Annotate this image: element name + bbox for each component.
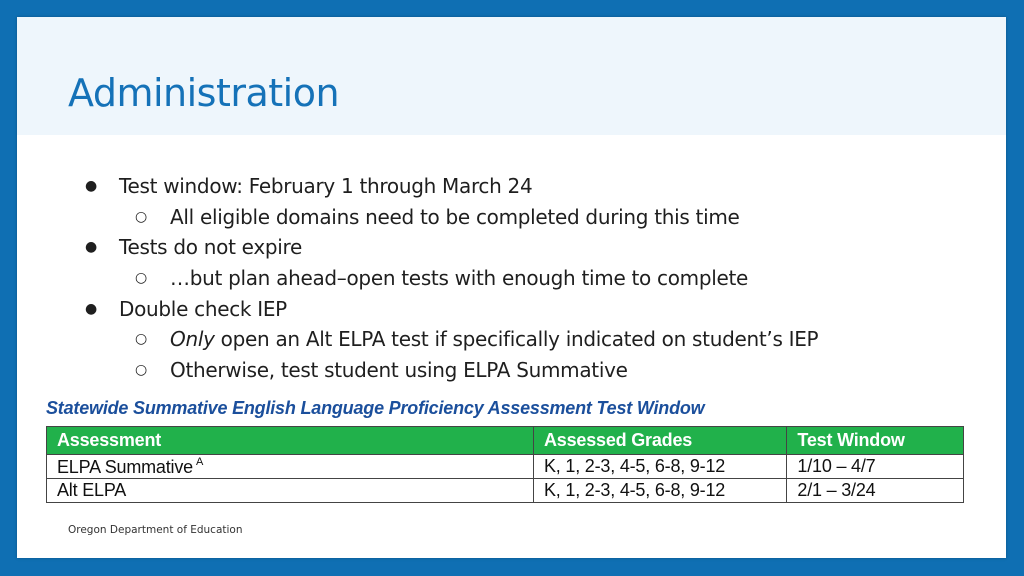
bullet-circle-icon: ○: [135, 270, 147, 287]
table-row: [47, 455, 964, 479]
bullet-circle-icon: ○: [135, 362, 147, 379]
bullet-item: [17, 294, 1006, 325]
bullet-dot-icon: ●: [85, 239, 97, 256]
table-caption: Statewide Summative English Language Proficiency Assessment Test Window: [46, 398, 705, 418]
sub-bullet-item: [17, 202, 1006, 233]
title-band: [17, 17, 1006, 135]
assessment-cell: [47, 455, 534, 479]
table-row: [47, 479, 964, 503]
assessment-name: Alt ELPA: [57, 480, 127, 500]
bullet-text: Double check IEP: [119, 296, 287, 321]
sub-bullet-item: [17, 263, 1006, 294]
grades-cell: K, 1, 2-3, 4-5, 6-8, 9-12: [533, 455, 786, 479]
sub-bullet-text: open an Alt ELPA test if specifically indicated on student’s IEP: [214, 327, 819, 352]
sub-bullet-text: …but plan ahead–open tests with enough time to complete: [170, 266, 749, 291]
bullet-text: Tests do not expire: [119, 235, 302, 260]
bullet-circle-icon: ○: [135, 208, 147, 225]
slide-title: Administration: [68, 71, 340, 115]
bullet-circle-icon: ○: [135, 331, 147, 348]
sub-bullet-text: All eligible domains need to be completed during this time: [170, 204, 740, 229]
bullet-dot-icon: ●: [85, 300, 97, 317]
column-header-grades: Assessed Grades: [533, 427, 786, 455]
bullet-list: [17, 171, 1006, 386]
assessment-name: ELPA Summative: [57, 456, 193, 477]
sub-bullet-item: [17, 324, 1006, 355]
bullet-item: [17, 171, 1006, 202]
slide: [17, 17, 1006, 558]
footnote-marker: A: [195, 455, 204, 468]
footer-text: Oregon Department of Education: [68, 524, 243, 536]
bullet-dot-icon: ●: [85, 178, 97, 194]
table-header-row: [47, 427, 964, 455]
window-cell: 2/1 – 3/24: [787, 479, 964, 503]
window-cell: 1/10 – 4/7: [787, 455, 964, 479]
bullet-item: [17, 232, 1006, 263]
grades-cell: K, 1, 2-3, 4-5, 6-8, 9-12: [533, 479, 786, 503]
test-window-table: [46, 426, 964, 503]
column-header-window: Test Window: [787, 427, 964, 455]
emphasis-text: Only: [170, 327, 215, 352]
sub-bullet-text: Otherwise, test student using ELPA Summative: [170, 358, 628, 383]
sub-bullet-item: [17, 355, 1006, 386]
column-header-assessment: Assessment: [47, 427, 534, 455]
bullet-text: Test window: February 1 through March 24: [119, 174, 533, 198]
assessment-cell: [47, 479, 534, 503]
